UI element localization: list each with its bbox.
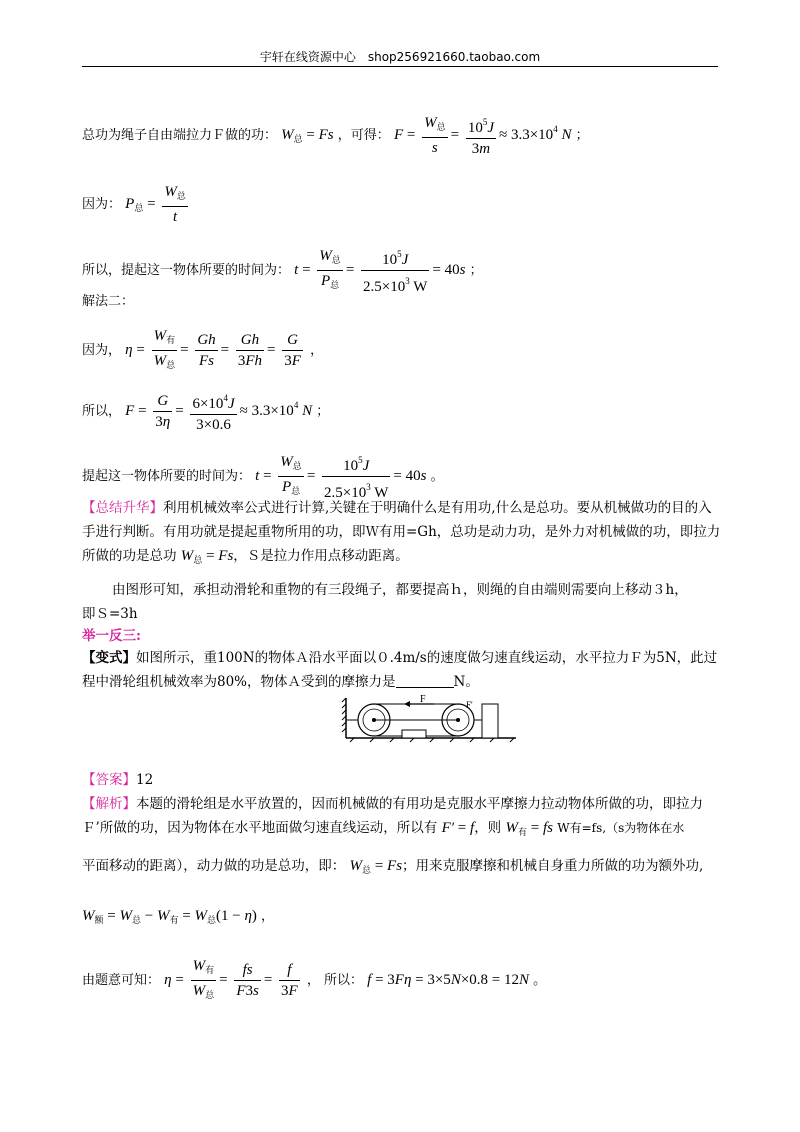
eq-summary: $W_总 = Fs$ <box>180 548 234 565</box>
analysis-line-2: 平面移动的距离），动力做的功是总功，即： $W_总 = Fs$；用来克服摩擦和机械自身重力所做的功为额外功, <box>82 858 704 875</box>
eq-force-2: F = $\frac{G}{3\eta}$ = $\frac{6\times 10^4J}{3\times 0.6}$ ≈ $3.3\times 10^4$ N <box>125 403 312 419</box>
variant-label: 【变式】 <box>82 650 136 666</box>
line-force-2: 所以， F = $\frac{G}{3\eta}$ = $\frac{6\times 10^4J}{3\times 0.6}$ ≈ $3.3\times 10^4$ N ； <box>82 388 329 435</box>
eq-time-1: t = $\frac{W_总}{P_总}$ = $\frac{10^5J}{2.5\times 10^3 W}$ = 40s <box>294 262 465 278</box>
line-efficiency: 因为， η = $\frac{W_有}{W_总}$ = $\frac{Gh}{Fs}$ = $\frac{Gh}{3Fh}$ = $\frac{G}{3F}$ ， <box>82 328 324 370</box>
block-right <box>482 704 498 738</box>
answer-blank <box>396 673 454 688</box>
eq-force: F = $\frac{W_总}{s}$ = $\frac{10^5J}{3m}$ ≈ $3.3\times 10^4$ N <box>394 127 572 143</box>
line-time-1: 所以，提起这一物体所要的时间为： t = $\frac{W_总}{P_总}$ = $\frac{10^5J}{2.5\times 10^3 W}$ = 40s ； <box>82 244 483 297</box>
force-label: F <box>420 694 426 705</box>
answer-label: 【答案】 <box>82 772 136 788</box>
eq-friction: f = 3Fη = 3×5N×0.8 = 12N <box>367 971 530 988</box>
force-label-prime: F' <box>466 700 473 710</box>
eq-time-2: t = $\frac{W_总}{P_总}$ = $\frac{10^5J}{2.5\times 10^3 W}$ = 40s <box>255 468 426 484</box>
line-because-power: 因为： $P_总$ = $\frac{W_总}{t}$ <box>82 182 191 227</box>
para-s-equals: 即Ｓ=3h <box>82 606 138 622</box>
eq-useful-work: $W_有$ = fs <box>505 820 553 837</box>
summary-label: 【总结升华】 <box>82 500 163 516</box>
analysis-line-3: $W_额 = W_总 - W_有 = W_总(1 - \eta)$ ， <box>82 908 275 925</box>
object-a <box>402 730 426 738</box>
method-two-label: 解法二： <box>82 294 135 309</box>
eq-extra-work: $W_额 = W_总 - W_有 = W_总(1 - \eta)$ <box>82 908 257 925</box>
eq-efficiency: η = $\frac{W_有}{W_总}$ = $\frac{Gh}{Fs}$ = $\frac{Gh}{3Fh}$ = $\frac{G}{3F}$ <box>125 328 301 370</box>
analysis-label: 【解析】 <box>82 796 136 812</box>
practice-heading: 举一反三: <box>82 628 141 644</box>
line-time-2: 提起这一物体所要的时间为： t = $\frac{W_总}{P_总}$ = $\frac{10^5J}{2.5\times 10^3 W}$ = 40s 。 <box>82 450 444 503</box>
line-total-work: 总功为绳子自由端拉力Ｆ做的功： $W_总 = Fs$ ，可得： F = $\frac{W_总}{s}$ = $\frac{10^5J}{3m}$ ≈ $3.3\times 10^4$ N ； <box>82 112 589 159</box>
page-header: 宇轩在线资源中心 shop256921660.taobao.com <box>259 50 541 64</box>
eq-power: $P_总$ = $\frac{W_总}{t}$ <box>125 184 186 225</box>
answer-line <box>82 768 722 792</box>
para-three-ropes: 由图形可知，承担动滑轮和重物的有三段绳子，都要提高ｈ，则绳的自由端则需要向上移动３h， <box>112 582 688 598</box>
header-rule <box>82 66 718 67</box>
eq-efficiency-2: η = $\frac{W_有}{W_总}$ = $\frac{fs}{F3s}$ = $\frac{f}{3F}$ <box>164 958 298 1000</box>
eq-f-prime: F′ = f <box>441 820 475 836</box>
analysis-paragraph: 【解析】本题的滑轮组是水平放置的，因而机械做的有用功是克服水平摩擦力拉动物体所做的功，即拉力Ｆ’所做的功，因为物体在水平地面做匀速直线运动，所以有 F′ = f，则 $W_有$ = fs W有=fs,（s为物体在水 <box>82 796 703 837</box>
pulley-figure <box>340 694 518 744</box>
variant-question: 【变式】如图所示，重100N的物体Ａ沿水平面以０.4m/s的速度做匀速直线运动，水平拉力Ｆ为5N，此过程中滑轮组机械效率为80%，物体Ａ受到的摩擦力是 N。 <box>82 650 718 690</box>
eq-total-work: $W_总 = Fs$ <box>281 126 334 144</box>
eq-total-work-2: $W_总 = Fs$ <box>349 858 403 875</box>
analysis-line-4: 由题意可知： η = $\frac{W_有}{W_总}$ = $\frac{fs}{F3s}$ = $\frac{f}{3F}$ ， 所以： f = 3Fη = 3×5N×0.8 = 12N 。 <box>82 958 547 1000</box>
summary-paragraph: 【总结升华】利用机械效率公式进行计算,关键在于明确什么是有用功,什么是总功。要从机械做功的目的入手进行判断。有用功就是提起重物所用的功，即Ｗ有用=Gh，总功是动力功，是外力对机械做的功，即拉力所做的功是总功 $W_总 = Fs$，Ｓ是拉力作用点移动距离。 <box>82 500 721 565</box>
answer-value: 12 <box>136 772 154 788</box>
